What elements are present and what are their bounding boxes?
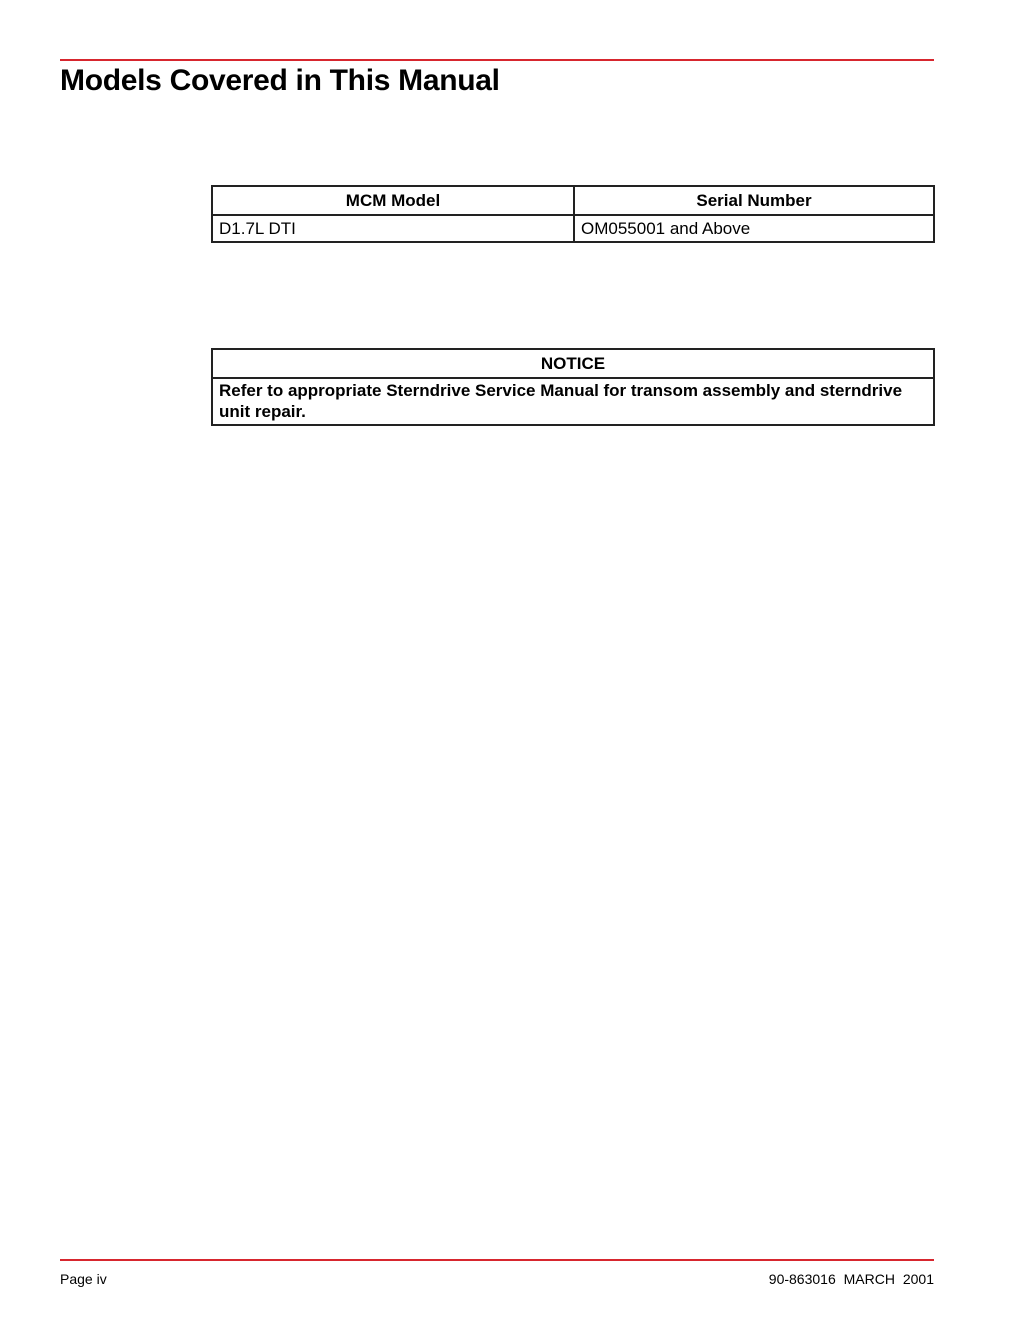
page-title: Models Covered in This Manual — [60, 64, 500, 97]
table-header-row — [212, 186, 934, 215]
column-header-serial-number: Serial Number — [574, 186, 934, 215]
column-header-mcm-model: MCM Model — [212, 186, 574, 215]
table-row — [212, 215, 934, 242]
footer-rule — [60, 1259, 934, 1261]
document-info: 90-863016 MARCH 2001 — [768, 1271, 934, 1287]
models-table — [211, 185, 935, 243]
notice-box — [211, 348, 935, 426]
notice-text: Refer to appropriate Sterndrive Service Manual for transom assembly and sterndrive unit repair. — [212, 378, 934, 425]
cell-model: D1.7L DTI — [212, 215, 574, 242]
header-rule — [60, 59, 934, 61]
page-number: Page iv — [60, 1271, 107, 1287]
cell-serial: OM055001 and Above — [574, 215, 934, 242]
notice-heading: NOTICE — [212, 349, 934, 378]
